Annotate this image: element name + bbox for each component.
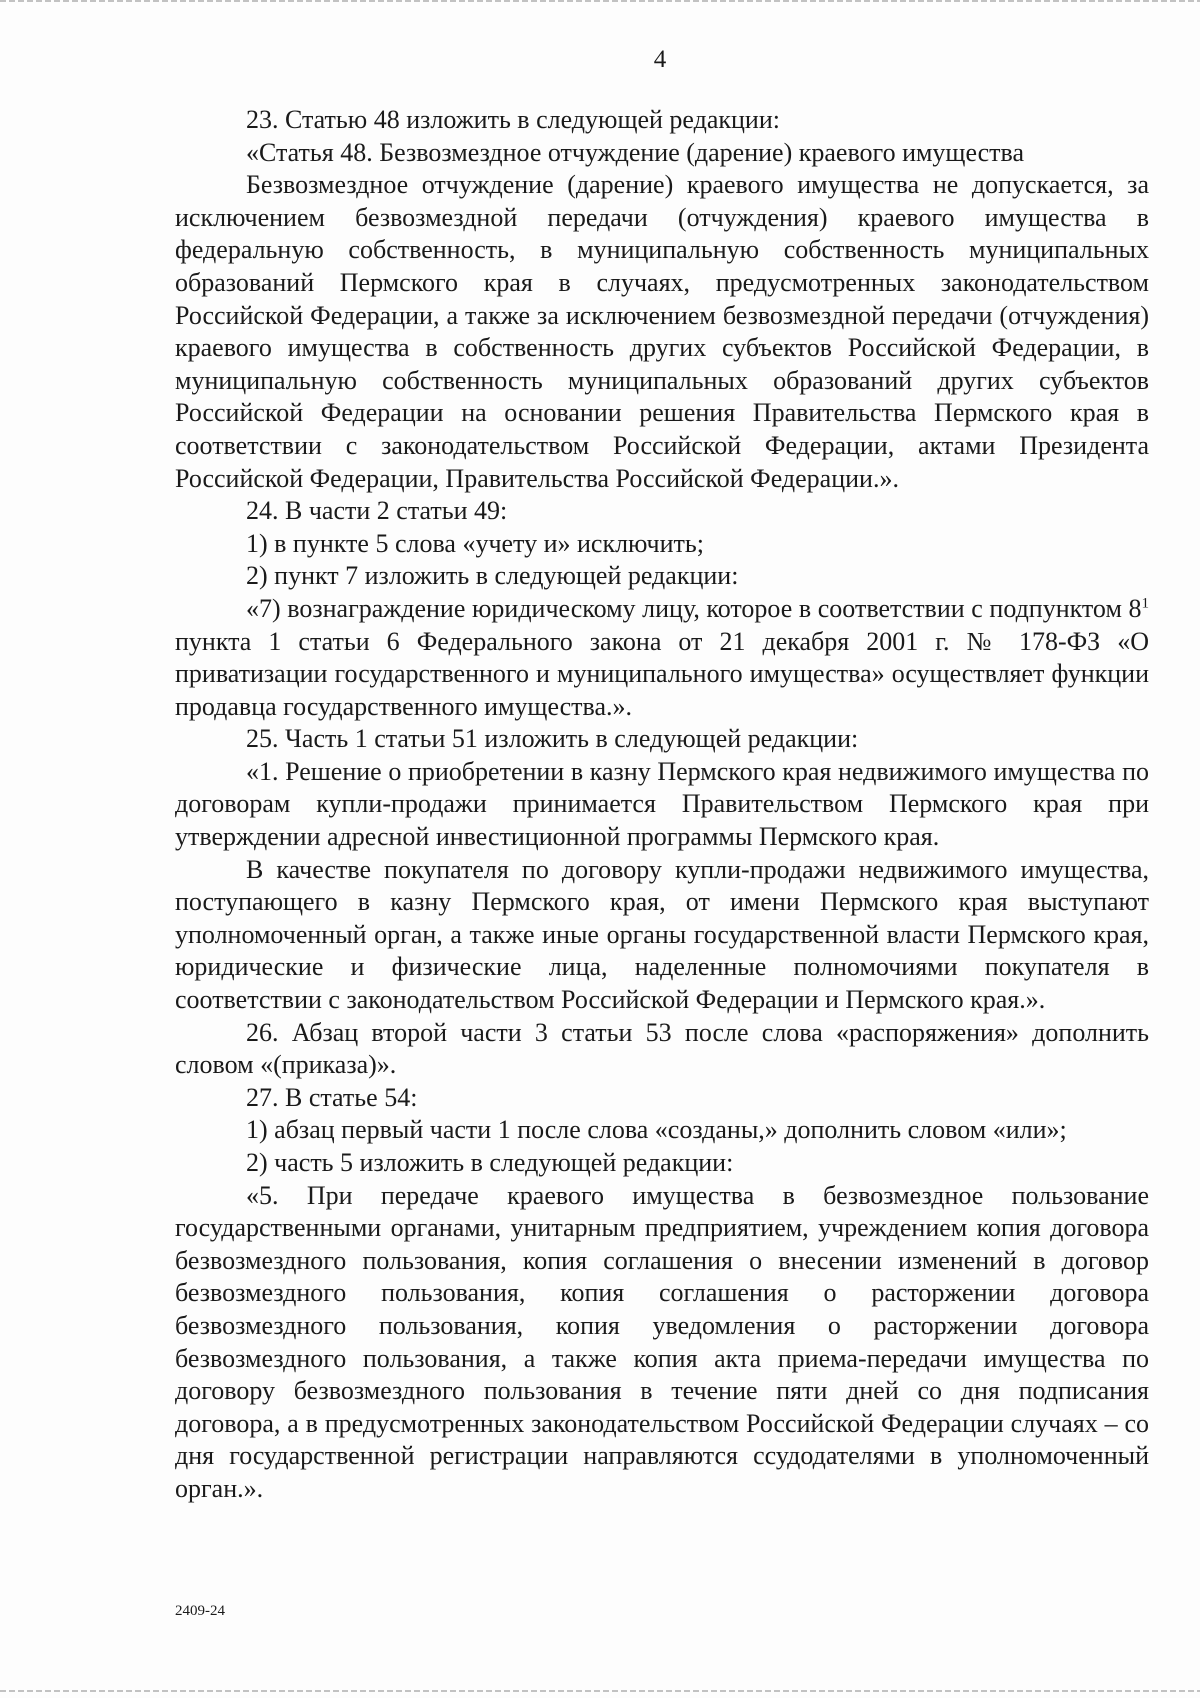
paragraph-article-51-buyer: В качестве покупателя по договору купли-продажи недвижимого имущества, поступающего в казну Пермского края, от имени Пермского края выступают уполномоченный орган, а также иные органы государственной власти Пермского края, юридические и физические лица, наделенные полномочиями покупателя в соответствии с законодательством Российской Федерации и Пермского края.». (175, 854, 1149, 1015)
point-7-text-after: пункта 1 статьи 6 Федерального закона от 21 декабря 2001 г. № 178-ФЗ «О приватизации государственного и муниципального имущества» осуществляет функции продавца государственного имущества.». (175, 626, 1149, 721)
document-code: 2409-24 (175, 1603, 225, 1619)
paragraph-item-25: 25. Часть 1 статьи 51 изложить в следующей редакции: (246, 724, 859, 754)
paragraph-item-27: 27. В статье 54: (246, 1082, 418, 1112)
paragraph-item-26: 26. Абзац второй части 3 статьи 53 после слова «распоряжения» дополнить словом «(приказа)». (175, 1017, 1149, 1080)
paragraph-item-27-2: 2) часть 5 изложить в следующей редакции: (246, 1148, 734, 1177)
document-body (175, 104, 1149, 1506)
page-number: 4 (653, 46, 667, 73)
paragraph-article-54-part-5: «5. При передаче краевого имущества в безвозмездное пользование государственными органами, унитарным предприятием, учреждением копия договора безвозмездного пользования, копия соглашения о внесении изменений в договор безвозмездного пользования, копия соглашения о расторжении договора безвозмездного пользования, копия уведомления о расторжении договора безвозмездного пользования, а также копия акта приема-передачи имущества по договору безвозмездного пользования в течение пяти дней со дня подписания договора, а в предусмотренных законодательством Российской Федерации случаях – со дня государственной регистрации направляются ссудодателями в уполномоченный орган.». (175, 1180, 1149, 1503)
paragraph-article-48-text: Безвозмездное отчуждение (дарение) краевого имущества не допускается, за исключением безвозмездной передачи (отчуждения) краевого имущества в федеральную собственность, в муниципальную собственность муниципальных образований Пермского края в случаях, предусмотренных законодательством Российской Федерации, а также за исключением безвозмездной передачи (отчуждения) краевого имущества в собственность других субъектов Российской Федерации, в муниципальную собственность муниципальных образований других субъектов Российской Федерации на основании решения Правительства Пермского края в соответствии с законодательством Российской Федерации, актами Президента Российской Федерации, Правительства Российской Федерации.». (175, 170, 1149, 493)
point-7-text-before: «7) вознаграждение юридическому лицу, которое в соответствии с подпунктом 8 (246, 593, 1142, 623)
paragraph-article-48-title: «Статья 48. Безвозмездное отчуждение (дарение) краевого имущества (246, 137, 1025, 167)
paragraph-item-24-1: 1) в пункте 5 слова «учету и» исключить; (246, 528, 704, 558)
paragraph-item-24: 24. В части 2 статьи 49: (246, 496, 508, 526)
paragraph-item-23: 23. Статью 48 изложить в следующей редакции: (246, 105, 780, 134)
paragraph-point-7 (175, 593, 1149, 723)
paragraph-item-27-1: 1) абзац первый части 1 после слова «созданы,» дополнить словом «или»; (246, 1115, 1067, 1145)
point-7-superscript: 1 (1141, 595, 1149, 612)
scan-edge-top (0, 0, 1200, 2)
paragraph-item-24-2: 2) пункт 7 изложить в следующей редакции: (246, 561, 739, 591)
scan-edge-bottom (0, 1690, 1200, 1692)
paragraph-article-51-part-1: «1. Решение о приобретении в казну Пермского края недвижимого имущества по договорам купли-продажи принимается Правительством Пермского края при утверждении адресной инвестиционной программы Пермского края. (175, 756, 1149, 852)
